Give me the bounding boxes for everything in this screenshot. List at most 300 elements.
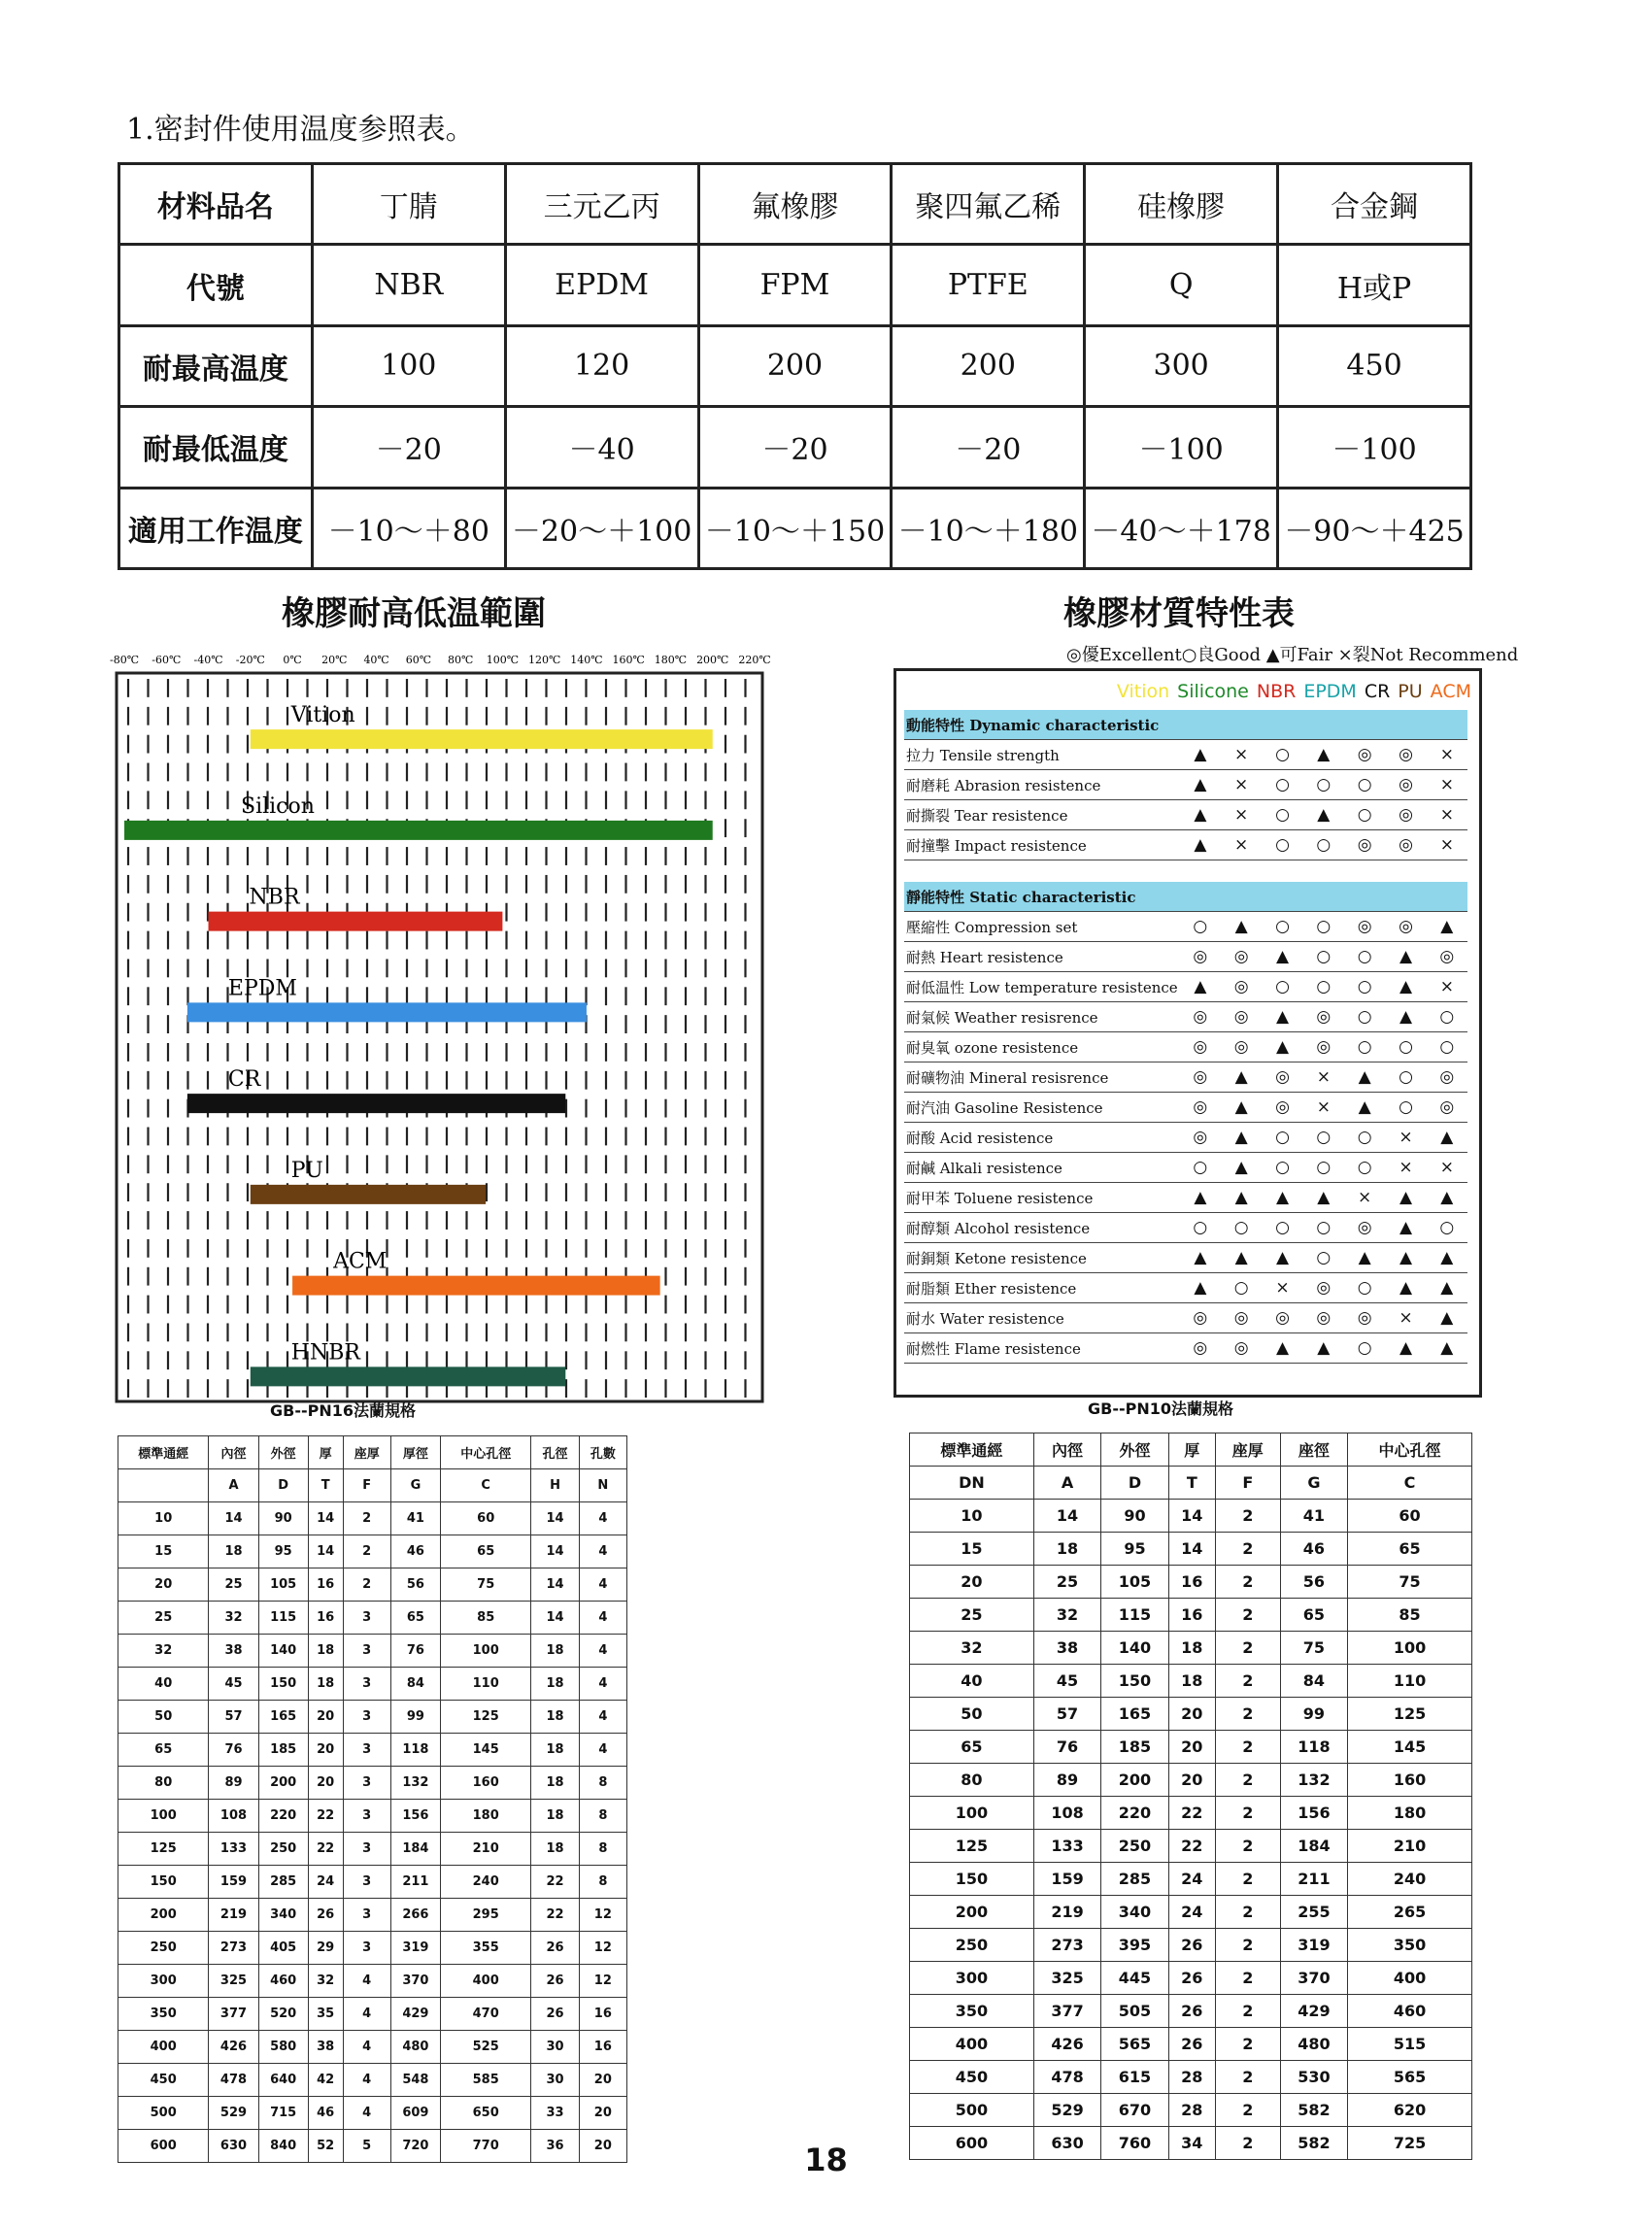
flange-cell: 319	[1280, 1929, 1347, 1962]
axis-tick-label: 0℃	[283, 654, 302, 666]
axis-tick-label: 80℃	[447, 654, 474, 666]
rating-symbol: ×	[1344, 1183, 1385, 1213]
flange-row	[118, 2031, 627, 2064]
characteristic-label: 耐磨耗 Abrasion resistence	[904, 770, 1180, 800]
axis-tick-label: 120℃	[528, 654, 561, 666]
flange-cell: 38	[1033, 1632, 1100, 1665]
spec-cell: 硅橡膠	[1085, 164, 1278, 245]
flange-cell: 20	[579, 2097, 626, 2130]
flange-cell: 5	[343, 2130, 390, 2163]
rating-symbol: ▲	[1385, 1213, 1426, 1243]
flange-cell: 265	[1348, 1896, 1472, 1929]
flange-cell: 56	[1280, 1566, 1347, 1599]
flange-cell: 200	[910, 1896, 1034, 1929]
rating-symbol: ○	[1262, 770, 1302, 800]
range-bar-nbr	[209, 912, 503, 931]
spec-row	[119, 407, 1471, 488]
flange-row	[118, 1899, 627, 1932]
range-bar-hnbr	[251, 1366, 566, 1386]
flange-cell: 90	[258, 1502, 308, 1535]
flange-row	[118, 1767, 627, 1800]
flange-header: 孔徑	[531, 1436, 579, 1469]
range-bar-label: Silicon	[241, 793, 315, 819]
spec-row-header: 代號	[119, 245, 313, 325]
flange-cell: 185	[258, 1734, 308, 1767]
flange-header: 孔數	[579, 1436, 626, 1469]
flange-header: 厚徑	[390, 1436, 440, 1469]
rating-symbol: ×	[1221, 830, 1262, 860]
spec-cell: －20	[892, 407, 1085, 488]
flange-subheader: T	[308, 1469, 343, 1502]
rating-symbol: ▲	[1262, 1243, 1302, 1273]
flange-header: 座徑	[1280, 1433, 1347, 1467]
flange-subheader: T	[1168, 1467, 1215, 1500]
flange-cell: 115	[258, 1602, 308, 1635]
flange-cell: 285	[1101, 1863, 1168, 1896]
flange-cell: 565	[1101, 2028, 1168, 2061]
rating-symbol: ◎	[1180, 1002, 1221, 1032]
flange-cell: 480	[1280, 2028, 1347, 2061]
flange-cell: 250	[910, 1929, 1034, 1962]
rating-symbol: ▲	[1180, 1243, 1221, 1273]
axis-tick-label: 160℃	[612, 654, 645, 666]
flange-cell: 2	[1215, 1863, 1280, 1896]
flange-cell: 273	[209, 1932, 258, 1965]
flange-cell: 57	[1033, 1698, 1100, 1731]
flange-cell: 24	[1168, 1863, 1215, 1896]
flange-cell: 640	[258, 2064, 308, 2097]
flange-header: 座厚	[343, 1436, 390, 1469]
rating-symbol: ▲	[1344, 1062, 1385, 1093]
flange-cell: 8	[579, 1767, 626, 1800]
flange-cell: 22	[308, 1800, 343, 1833]
rating-symbol: ×	[1427, 740, 1467, 770]
rating-symbol: ◎	[1385, 830, 1426, 860]
rating-symbol: ▲	[1262, 1032, 1302, 1062]
characteristic-label: 耐脂類 Ether resistence	[904, 1273, 1180, 1303]
flange-cell: 12	[579, 1932, 626, 1965]
flange-cell: 770	[441, 2130, 531, 2163]
flange-row	[118, 2097, 627, 2130]
flange-cell: 2	[1215, 2094, 1280, 2127]
rating-symbol: ○	[1344, 1333, 1385, 1364]
characteristic-label: 耐汽油 Gasoline Resistence	[904, 1093, 1180, 1123]
flange-cell: 18	[531, 1701, 579, 1734]
flange-header: 內徑	[209, 1436, 258, 1469]
characteristic-label: 耐酸 Acid resistence	[904, 1123, 1180, 1153]
spec-cell: 100	[312, 325, 505, 406]
rating-symbol: ○	[1385, 1062, 1426, 1093]
rating-symbol: ▲	[1427, 1123, 1467, 1153]
flange-cell: 3	[343, 1635, 390, 1668]
rating-symbol: ◎	[1180, 942, 1221, 972]
material-name: Vition	[1116, 681, 1170, 702]
flange-cell: 160	[441, 1767, 531, 1800]
flange-cell: 8	[579, 1800, 626, 1833]
spec-cell: －90～＋425	[1278, 488, 1471, 568]
flange-subheader: A	[1033, 1467, 1100, 1500]
flange-row	[910, 1533, 1472, 1566]
flange-cell: 4	[579, 1701, 626, 1734]
characteristic-label: 耐礦物油 Mineral resisrence	[904, 1062, 1180, 1093]
rating-symbol: ◎	[1344, 740, 1385, 770]
flange-cell: 14	[531, 1502, 579, 1535]
flange-cell: 100	[441, 1635, 531, 1668]
rating-symbol: ▲	[1180, 1273, 1221, 1303]
flange-cell: 2	[1215, 1665, 1280, 1698]
flange-cell: 2	[343, 1502, 390, 1535]
flange-row	[910, 1764, 1472, 1797]
flange-row	[910, 1599, 1472, 1632]
flange-cell: 110	[1348, 1665, 1472, 1698]
flange-cell: 95	[258, 1535, 308, 1568]
characteristic-row	[904, 800, 1467, 830]
range-bar-label: EPDM	[227, 976, 297, 1001]
rating-symbol: ○	[1385, 1093, 1426, 1123]
flange-cell: 18	[308, 1668, 343, 1701]
flange-cell: 16	[1168, 1566, 1215, 1599]
rating-symbol: ×	[1221, 770, 1262, 800]
rating-symbol: ◎	[1180, 1062, 1221, 1093]
flange-cell: 80	[910, 1764, 1034, 1797]
section-header-row	[904, 710, 1467, 740]
flange-row	[118, 1568, 627, 1602]
characteristic-row	[904, 740, 1467, 770]
axis-tick-label: 140℃	[570, 654, 603, 666]
rating-symbol: ○	[1262, 740, 1302, 770]
rating-symbol: ▲	[1180, 972, 1221, 1002]
rating-symbol: ▲	[1180, 770, 1221, 800]
rating-symbol: ○	[1344, 1123, 1385, 1153]
characteristic-panel	[893, 668, 1482, 1398]
flange-cell: 300	[910, 1962, 1034, 1995]
flange-cell: 156	[390, 1800, 440, 1833]
flange-cell: 529	[209, 2097, 258, 2130]
rating-symbol: ◎	[1221, 1333, 1262, 1364]
rating-symbol: ○	[1180, 912, 1221, 942]
flange-cell: 50	[910, 1698, 1034, 1731]
flange-cell: 14	[531, 1602, 579, 1635]
flange-cell: 500	[910, 2094, 1034, 2127]
spec-row-header: 耐最低温度	[119, 407, 313, 488]
rating-symbol: ×	[1303, 1093, 1344, 1123]
flange-cell: 125	[1348, 1698, 1472, 1731]
flange-cell: 84	[1280, 1665, 1347, 1698]
flange-row	[910, 2094, 1472, 2127]
flange-cell: 132	[390, 1767, 440, 1800]
rating-symbol: ▲	[1221, 1183, 1262, 1213]
flange-header: 外徑	[1101, 1433, 1168, 1467]
rating-symbol: ◎	[1303, 1303, 1344, 1333]
flange-cell: 180	[441, 1800, 531, 1833]
flange-header: 標準通經	[118, 1436, 209, 1469]
flange-cell: 32	[118, 1635, 209, 1668]
spec-cell: 三元乙丙	[505, 164, 698, 245]
rating-symbol: ○	[1221, 1213, 1262, 1243]
range-bar-label: PU	[290, 1158, 323, 1183]
range-bar-label: ACM	[333, 1249, 388, 1274]
spec-cell: 合金鋼	[1278, 164, 1471, 245]
rating-symbol: ×	[1385, 1153, 1426, 1183]
characteristic-label: 耐醇類 Alcohol resistence	[904, 1213, 1180, 1243]
flange-cell: 29	[308, 1932, 343, 1965]
flange-cell: 3	[343, 1602, 390, 1635]
spec-cell: －10～＋80	[312, 488, 505, 568]
flange-cell: 650	[441, 2097, 531, 2130]
rating-symbol: ◎	[1427, 942, 1467, 972]
flange-cell: 3	[343, 1899, 390, 1932]
rating-symbol: ○	[1427, 1032, 1467, 1062]
flange-cell: 118	[390, 1734, 440, 1767]
flange-cell: 140	[1101, 1632, 1168, 1665]
flange-row	[118, 1965, 627, 1998]
flange-cell: 2	[1215, 1764, 1280, 1797]
flange-cell: 220	[1101, 1797, 1168, 1830]
flange-cell: 40	[118, 1668, 209, 1701]
flange-cell: 108	[1033, 1797, 1100, 1830]
flange-cell: 41	[390, 1502, 440, 1535]
flange-cell: 377	[1033, 1995, 1100, 2028]
characteristic-label: 耐鹹 Alkali resistence	[904, 1153, 1180, 1183]
flange-cell: 350	[1348, 1929, 1472, 1962]
flange-cell: 219	[209, 1899, 258, 1932]
material-name: PU	[1398, 681, 1423, 702]
flange-row	[118, 1602, 627, 1635]
flange-cell: 125	[118, 1833, 209, 1866]
material-name: ACM	[1430, 681, 1471, 702]
characteristic-label: 耐低温性 Low temperature resistence	[904, 972, 1180, 1002]
flange-header: 中心孔徑	[1348, 1433, 1472, 1467]
flange-cell: 582	[1280, 2127, 1347, 2160]
flange-cell: 370	[1280, 1962, 1347, 1995]
flange-row	[118, 1932, 627, 1965]
flange-subheader: G	[390, 1469, 440, 1502]
flange-header: 厚	[1168, 1433, 1215, 1467]
rating-symbol: ○	[1344, 770, 1385, 800]
rating-symbol: ○	[1344, 1273, 1385, 1303]
rating-symbol: ◎	[1385, 800, 1426, 830]
rating-symbol: ○	[1221, 1273, 1262, 1303]
flange-cell: 2	[1215, 2127, 1280, 2160]
characteristic-label: 耐撞擊 Impact resistence	[904, 830, 1180, 860]
flange-cell: 18	[531, 1800, 579, 1833]
rating-symbol: ○	[1262, 1123, 1302, 1153]
flange-cell: 14	[531, 1568, 579, 1602]
flange-row	[910, 1500, 1472, 1533]
rating-symbol: ○	[1303, 1123, 1344, 1153]
characteristic-table	[904, 710, 1467, 1364]
flange-cell: 65	[910, 1731, 1034, 1764]
flange-cell: 2	[1215, 1599, 1280, 1632]
flange-cell: 615	[1101, 2061, 1168, 2094]
flange-cell: 20	[308, 1701, 343, 1734]
flange-cell: 165	[1101, 1698, 1168, 1731]
flange-cell: 3	[343, 1833, 390, 1866]
rating-symbol: ×	[1427, 1153, 1467, 1183]
spec-cell: －10～＋150	[698, 488, 892, 568]
rating-symbol: ◎	[1344, 1303, 1385, 1333]
rating-symbol: ◎	[1221, 1303, 1262, 1333]
axis-tick-label: 100℃	[486, 654, 520, 666]
characteristic-row	[904, 1123, 1467, 1153]
rating-symbol: ▲	[1427, 912, 1467, 942]
spec-cell: PTFE	[892, 245, 1085, 325]
spec-cell: 丁腈	[312, 164, 505, 245]
flange-cell: 3	[343, 1800, 390, 1833]
flange-cell: 125	[441, 1701, 531, 1734]
characteristic-label: 耐銅類 Ketone resistence	[904, 1243, 1180, 1273]
flange-row	[910, 1962, 1472, 1995]
flange-cell: 18	[531, 1635, 579, 1668]
flange-cell: 35	[308, 1998, 343, 2031]
flange-header: 中心孔徑	[441, 1436, 531, 1469]
flange-cell: 14	[1033, 1500, 1100, 1533]
characteristic-row	[904, 912, 1467, 942]
flange-cell: 3	[343, 1668, 390, 1701]
spec-cell: NBR	[312, 245, 505, 325]
flange-cell: 350	[118, 1998, 209, 2031]
rating-symbol: ○	[1344, 800, 1385, 830]
rating-symbol: ▲	[1180, 1183, 1221, 1213]
temperature-range-chart	[107, 646, 772, 1403]
spec-cell: 聚四氟乙稀	[892, 164, 1085, 245]
flange-cell: 75	[1348, 1566, 1472, 1599]
rating-symbol: ▲	[1180, 830, 1221, 860]
flange-cell: 300	[118, 1965, 209, 1998]
rating-symbol: ◎	[1385, 770, 1426, 800]
flange-cell: 4	[579, 1502, 626, 1535]
rating-symbol: ▲	[1385, 1002, 1426, 1032]
flange-cell: 18	[209, 1535, 258, 1568]
flange-cell: 25	[1033, 1566, 1100, 1599]
characteristic-row	[904, 1213, 1467, 1243]
flange-row	[910, 1863, 1472, 1896]
spec-cell: H或P	[1278, 245, 1471, 325]
flange-cell: 38	[209, 1635, 258, 1668]
flange-cell: 2	[1215, 1566, 1280, 1599]
flange-header-row	[910, 1433, 1472, 1467]
rating-symbol: ○	[1303, 942, 1344, 972]
flange-cell: 25	[910, 1599, 1034, 1632]
rating-symbol: ○	[1262, 972, 1302, 1002]
flange-cell: 600	[910, 2127, 1034, 2160]
flange-cell: 4	[579, 1635, 626, 1668]
flange-cell: 41	[1280, 1500, 1347, 1533]
flange-cell: 2	[1215, 1962, 1280, 1995]
flange-cell: 20	[308, 1767, 343, 1800]
flange-cell: 840	[258, 2130, 308, 2163]
flange-cell: 75	[441, 1568, 531, 1602]
flange-cell: 160	[1348, 1764, 1472, 1797]
flange-cell: 159	[1033, 1863, 1100, 1896]
flange-cell: 2	[1215, 1698, 1280, 1731]
flange-cell: 480	[390, 2031, 440, 2064]
rating-symbol: ▲	[1427, 1273, 1467, 1303]
flange-cell: 26	[1168, 1962, 1215, 1995]
rating-symbol: ▲	[1303, 1333, 1344, 1364]
rating-symbol: ○	[1303, 770, 1344, 800]
flange-cell: 3	[343, 1701, 390, 1734]
flange-cell: 211	[1280, 1863, 1347, 1896]
flange-cell: 580	[258, 2031, 308, 2064]
flange-cell: 18	[531, 1668, 579, 1701]
range-bar-label: NBR	[249, 885, 300, 910]
flange-cell: 2	[1215, 1731, 1280, 1764]
rating-symbol: ×	[1221, 800, 1262, 830]
flange-cell: 478	[1033, 2061, 1100, 2094]
flange-cell: 8	[579, 1833, 626, 1866]
section-header: 動能特性 Dynamic characteristic	[904, 710, 1467, 740]
spec-cell: －100	[1085, 407, 1278, 488]
flange-cell: 24	[308, 1866, 343, 1899]
flange-cell: 105	[1101, 1566, 1168, 1599]
axis-tick-label: 60℃	[405, 654, 432, 666]
flange-cell: 20	[579, 2064, 626, 2097]
spec-cell: 200	[698, 325, 892, 406]
flange-cell: 426	[209, 2031, 258, 2064]
flange-cell: 4	[343, 2097, 390, 2130]
flange-cell: 2	[1215, 1533, 1280, 1566]
flange-cell: 32	[910, 1632, 1034, 1665]
characteristic-label: 拉力 Tensile strength	[904, 740, 1180, 770]
flange-cell: 670	[1101, 2094, 1168, 2127]
characteristic-row	[904, 1093, 1467, 1123]
characteristic-label: 壓縮性 Compression set	[904, 912, 1180, 942]
flange-cell: 52	[308, 2130, 343, 2163]
flange-cell: 76	[209, 1734, 258, 1767]
flange-cell: 145	[1348, 1731, 1472, 1764]
flange-cell: 250	[1101, 1830, 1168, 1863]
axis-tick-label: -80℃	[109, 654, 140, 666]
section-gap	[904, 860, 1467, 883]
flange-cell: 36	[531, 2130, 579, 2163]
flange-row	[910, 2028, 1472, 2061]
flange-cell: 760	[1101, 2127, 1168, 2160]
rating-symbol: ▲	[1262, 942, 1302, 972]
flange-header: 外徑	[258, 1436, 308, 1469]
flange-cell: 470	[441, 1998, 531, 2031]
rating-symbol: ×	[1262, 1273, 1302, 1303]
flange-cell: 89	[209, 1767, 258, 1800]
rating-symbol: ○	[1385, 1032, 1426, 1062]
flange-cell: 22	[1168, 1797, 1215, 1830]
rating-symbol: ◎	[1221, 1002, 1262, 1032]
flange-cell: 460	[258, 1965, 308, 1998]
flange-row	[910, 1665, 1472, 1698]
flange-cell: 450	[910, 2061, 1034, 2094]
range-bar-label: Vition	[290, 703, 355, 728]
flange-cell: 2	[1215, 2028, 1280, 2061]
flange-cell: 28	[1168, 2061, 1215, 2094]
flange-subheader: F	[343, 1469, 390, 1502]
flange-cell: 45	[1033, 1665, 1100, 1698]
flange-row	[910, 1797, 1472, 1830]
rating-symbol: ◎	[1303, 1032, 1344, 1062]
flange-cell: 65	[1280, 1599, 1347, 1632]
flange-cell: 25	[209, 1568, 258, 1602]
flange-cell: 219	[1033, 1896, 1100, 1929]
flange-row	[910, 1632, 1472, 1665]
rating-symbol: ◎	[1221, 1032, 1262, 1062]
flange-cell: 530	[1280, 2061, 1347, 2094]
characteristic-row	[904, 1153, 1467, 1183]
flange-row	[910, 1566, 1472, 1599]
flange-cell: 4	[343, 1965, 390, 1998]
flange-cell: 22	[531, 1866, 579, 1899]
rating-symbol: ▲	[1385, 1183, 1426, 1213]
rating-symbol: ×	[1427, 830, 1467, 860]
flange-row	[118, 1800, 627, 1833]
